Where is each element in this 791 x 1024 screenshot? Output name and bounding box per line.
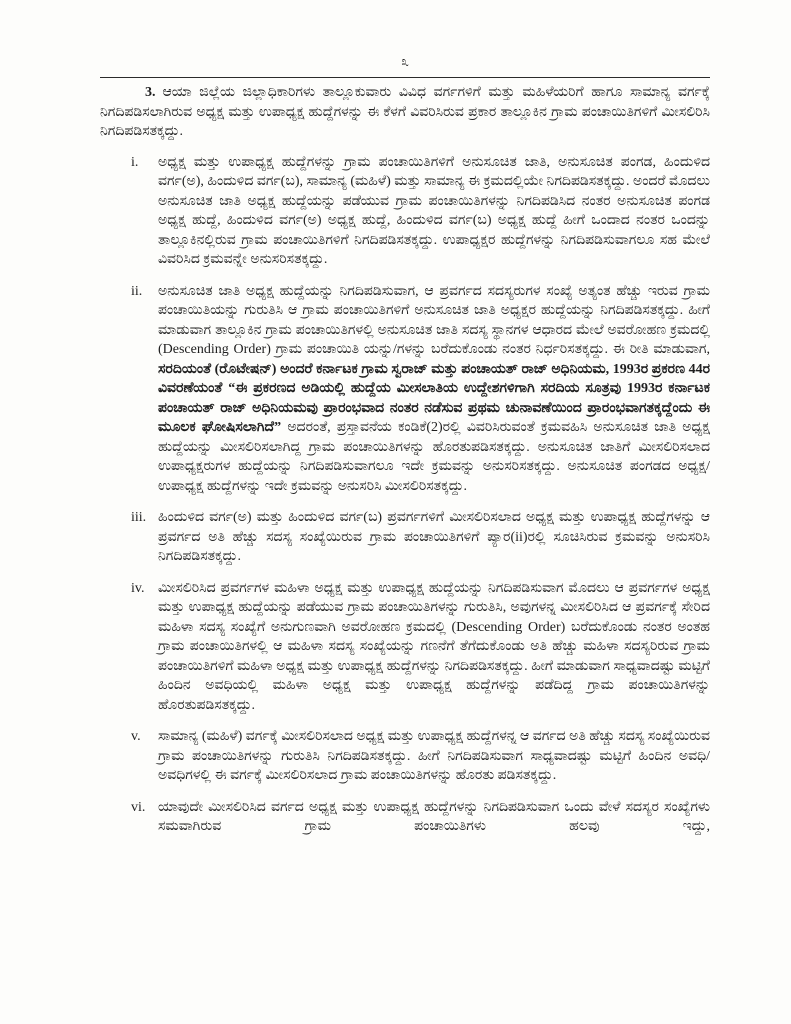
list-item-iii-text xyxy=(158,508,710,567)
list-item-iv-marker: iv. xyxy=(131,580,145,596)
list-item-ii-text-after: ಅದರಂತೆ, ಪ್ರಸ್ತಾವನೆಯ ಕಂಡಿಕೆ(2)ರಲ್ಲಿ ವಿವರಿಸಿರುವಂತೆ ಕ್ರಮವಹಿಸಿ ಅನುಸೂಚಿತ ಜಾತಿ ಅಧ್ಯಕ್ಷ ಹುದ್ದೆಯನ್ನು ಮೀಸಲಿರಿಸಲಾಗಿದ್ದ ಗ್ರಾಮ ಪಂಚಾಯಿತಿಗಳನ್ನು ಹೊರತುಪಡಿಸತಕ್ಕದ್ದು. ಅನುಸೂಚಿತ ಜಾತಿಗೆ ಮೀಸಲಿರಿಸಲಾದ ಉಪಾಧ್ಯಕ್ಷರುಗಳ ಹುದ್ದೆಯನ್ನು ನಿಗದಿಪಡಿಸುವಾಗಲೂ ಇದೇ ಕ್ರಮವನ್ನು ಅನುಸರಿಸತಕ್ಕದ್ದು. ಅನುಸೂಚಿತ ಪಂಗಡದ ಅಧ್ಯಕ್ಷ/ ಉಪಾಧ್ಯಕ್ಷ ಹುದ್ದೆಗಳನ್ನು ಇದೇ ಕ್ರಮವನ್ನು ಅನುಸರಿಸಿ ಮೀಸಲಿರಿಸತಕ್ಕದ್ದು. xyxy=(158,420,711,494)
list-item-v xyxy=(100,727,710,786)
list-item-v-text-before: ಸಾಮಾನ್ಯ (ಮಹಿಳೆ) ವರ್ಗಕ್ಕೆ ಮೀಸಲಿರಿಸಲಾದ ಅಧ್ಯಕ್ಷ ಮತ್ತು ಉಪಾಧ್ಯಕ್ಷ ಹುದ್ದೆಗಳನ್ನ ಆ ವರ್ಗದ ಅತಿ ಹೆಚ್ಚು ಸದಸ್ಯ ಸಂಖ್ಯೆಯಿರುವ ಗ್ರಾಮ ಪಂಚಾಯಿತಿಗಳನ್ನು ಗುರುತಿಸಿ ನಿಗದಿಪಡಿಸತಕ್ಕದ್ದು. ಹೀಗೆ ನಿಗದಿಪಡಿಸುವಾಗ ಸಾಧ್ಯವಾದಷ್ಟು ಮಟ್ಟಿಗೆ ಹಿಂದಿನ ಅವಧಿ/ಅವಧಿಗಳಲ್ಲಿ ಈ ವರ್ಗಕ್ಕೆ ಮೀಸಲಿರಿಸಲಾದ ಗ್ರಾಮ ಪಂಚಾಯಿತಿಗಳನ್ನು ಹೊರತು ಪಡಿಸತಕ್ಕದ್ದು. xyxy=(158,729,710,783)
list-item-ii-marker: ii. xyxy=(131,283,143,299)
list-item-vi xyxy=(100,798,710,837)
list-item-iii xyxy=(100,508,710,567)
intro-paragraph-number: 3. xyxy=(145,85,156,100)
list-item-i-text-before: ಅಧ್ಯಕ್ಷ ಮತ್ತು ಉಪಾಧ್ಯಕ್ಷ ಹುದ್ದೆಗಳನ್ನು ಗ್ರಾಮ ಪಂಚಾಯಿತಿಗಳಿಗೆ ಅನುಸೂಚಿತ ಜಾತಿ, ಅನುಸೂಚಿತ ಪಂಗಡ, ಹಿಂದುಳಿದ ವರ್ಗ(ಅ), ಹಿಂದುಳಿದ ವರ್ಗ(ಬ), ಸಾಮಾನ್ಯ (ಮಹಿಳೆ) ಮತ್ತು ಸಾಮಾನ್ಯ ಈ ಕ್ರಮದಲ್ಲಿಯೇ ನಿಗದಿಪಡಿಸತಕ್ಕದ್ದು. ಅಂದರೆ ಮೊದಲು ಅನುಸೂಚಿತ ಜಾತಿ ಅಧ್ಯಕ್ಷ ಹುದ್ದೆಯನ್ನು ಪಡೆಯುವ ಗ್ರಾಮ ಪಂಚಾಯಿತಿಗಳನ್ನು ನಿಗದಿಪಡಿಸಿದ ನಂತರ ಅನುಸೂಚಿತ ಪಂಗಡ ಅಧ್ಯಕ್ಷ ಹುದ್ದೆ, ಹಿಂದುಳಿದ ವರ್ಗ(ಅ) ಅಧ್ಯಕ್ಷ ಹುದ್ದೆ, ಹಿಂದುಳಿದ ವರ್ಗ(ಬ) ಅಧ್ಯಕ್ಷ ಹುದ್ದೆ ಹೀಗೆ ಒಂದಾದ ನಂತರ ಒಂದನ್ನು ತಾಲ್ಲೂಕಿನಲ್ಲಿರುವ ಗ್ರಾಮ ಪಂಚಾಯಿತಿಗಳಿಗೆ ನಿಗದಿಪಡಿಸತಕ್ಕದ್ದು. ಉಪಾಧ್ಯಕ್ಷರ ಹುದ್ದೆಗಳನ್ನು ನಿಗದಿಪಡಿಸುವಾಗಲೂ ಸಹ ಮೇಲೆ ವಿವರಿಸಿದ ಕ್ರಮವನ್ನೇ ಅನುಸರಿಸತಕ್ಕದ್ದು. xyxy=(158,154,710,267)
list-item-vi-text xyxy=(158,798,710,837)
list-item-iii-marker: iii. xyxy=(131,510,147,525)
list-item-ii-text xyxy=(158,282,710,497)
list-item-iv xyxy=(100,579,710,716)
list-item-i-text xyxy=(158,153,710,270)
list-item-i-marker: i. xyxy=(131,154,139,170)
list-item-v-text xyxy=(158,727,710,786)
header-divider xyxy=(100,77,710,78)
list-item-iii-text-before: ಹಿಂದುಳಿದ ವರ್ಗ(ಅ) ಮತ್ತು ಹಿಂದುಳಿದ ವರ್ಗ(ಬ) ಪ್ರವರ್ಗಗಳಿಗೆ ಮೀಸಲಿರಿಸಲಾದ ಅಧ್ಯಕ್ಷ ಮತ್ತು ಉಪಾಧ್ಯಕ್ಷ ಹುದ್ದೆಗಳನ್ನು ಆ ಪ್ರವರ್ಗದ ಅತಿ ಹೆಚ್ಚು ಸದಸ್ಯ ಸಂಖ್ಯೆಯಿರುವ ಗ್ರಾಮ ಪಂಚಾಯಿತಿಗಳಿಗೆ ಪ್ಯಾರ(ii)ರಲ್ಲಿ ಸೂಚಿಸಿರುವ ಕ್ರಮವನ್ನು ಅನುಸರಿಸಿ ನಿಗದಿಪಡಿಸತಕ್ಕದ್ದು. xyxy=(158,510,710,564)
list-item-ii xyxy=(100,282,710,497)
list-item-ii-text-bold: ಸರದಿಯಂತೆ (ರೊಟೇಷನ್) ಅಂದರೆ ಕರ್ನಾಟಕ ಗ್ರಾಮ ಸ್ವರಾಜ್ ಮತ್ತು ಪಂಚಾಯತ್ ರಾಜ್ ಅಧಿನಿಯಮ, 1993ರ ಪ್ರಕರಣ 44ರ ವಿವರಣೆಯಂತೆ “ಈ ಪ್ರಕರಣದ ಅಡಿಯಲ್ಲಿ ಹುದ್ದೆಯ ಮೀಸಲಾತಿಯ ಉದ್ದೇಶಗಳಿಗಾಗಿ ಸರದಿಯ ಸೂತ್ರವು 1993ರ ಕರ್ನಾಟಕ ಪಂಚಾಯತ್ ರಾಜ್ ಅಧಿನಿಯಮವು ಪ್ರಾರಂಭವಾದ ನಂತರ ನಡೆಸುವ ಪ್ರಥಮ ಚುನಾವಣೆಯಿಂದ ಪ್ರಾರಂಭವಾಗತಕ್ಕದ್ದೆಂದು ಈ ಮೂಲಕ ಘೋಷಿಸಲಾಗಿದೆ” xyxy=(158,361,710,435)
list-item-vi-text-before: ಯಾವುದೇ ಮೀಸಲಿರಿಸಿದ ವರ್ಗದ ಅಧ್ಯಕ್ಷ ಮತ್ತು ಉಪಾಧ್ಯಕ್ಷ ಹುದ್ದೆಗಳನ್ನು ನಿಗದಿಪಡಿಸುವಾಗ ಒಂದು ವೇಳೆ ಸದಸ್ಯರ ಸಂಖ್ಯೆಗಳು ಸಮವಾಗಿರುವ ಗ್ರಾಮ ಪಂಚಾಯಿತಿಗಳು ಹಲವು ಇದ್ದು, xyxy=(158,799,710,834)
intro-paragraph-text: ಆಯಾ ಜಿಲ್ಲೆಯ ಜಿಲ್ಲಾಧಿಕಾರಿಗಳು ತಾಲ್ಲೂಕುವಾರು ವಿವಿಧ ವರ್ಗಗಳಿಗೆ ಮತ್ತು ಮಹಿಳೆಯರಿಗೆ ಹಾಗೂ ಸಾಮಾನ್ಯ ವರ್ಗಕ್ಕೆ ನಿಗದಿಪಡಿಸಲಾಗಿರುವ ಅಧ್ಯಕ್ಷ ಮತ್ತು ಉಪಾಧ್ಯಕ್ಷ ಹುದ್ದೆಗಳನ್ನು ಈ ಕೆಳಗೆ ವಿವರಿಸಿರುವ ಪ್ರಕಾರ ತಾಲ್ಲೂಕಿನ ಗ್ರಾಮ ಪಂಚಾಯಿತಿಗಳಿಗೆ ಮೀಸಲಿರಿಸಿ ನಿಗದಿಪಡಿಸತಕ್ಕದ್ದು. xyxy=(100,85,710,139)
list-item-vi-marker: vi. xyxy=(131,799,146,815)
intro-paragraph xyxy=(100,83,710,142)
list-item-iv-text-before: ಮೀಸಲಿರಿಸಿದ ಪ್ರವರ್ಗಗಳ ಮಹಿಳಾ ಅಧ್ಯಕ್ಷ ಮತ್ತು ಉಪಾಧ್ಯಕ್ಷ ಹುದ್ದೆಯನ್ನು ನಿಗದಿಪಡಿಸುವಾಗ ಮೊದಲು ಆ ಪ್ರವರ್ಗಗಳ ಅಧ್ಯಕ್ಷ ಮತ್ತು ಉಪಾಧ್ಯಕ್ಷ ಹುದ್ದೆಯನ್ನು ಪಡೆಯುವ ಗ್ರಾಮ ಪಂಚಾಯಿತಿಗಳನ್ನು ಗುರುತಿಸಿ, ಅವುಗಳನ್ನ ಮೀಸಲಿರಿಸಿದ ಆ ಪ್ರವರ್ಗಕ್ಕೆ ಸೇರಿದ ಮಹಿಳಾ ಸದಸ್ಯ ಸಂಖ್ಯೆಗೆ ಅನುಗುಣವಾಗಿ ಅವರೋಹಣ ಕ್ರಮದಲ್ಲಿ (Descending Order) ಬರೆದುಕೊಂಡು ನಂತರ ಅಂತಹ ಗ್ರಾಮ ಪಂಚಾಯಿತಿಗಳಲ್ಲಿ ಆ ಮಹಿಳಾ ಸದಸ್ಯ ಸಂಖ್ಯೆಯನ್ನು ಗಣನೆಗೆ ತೆಗೆದುಕೊಂಡು ಅತಿ ಹೆಚ್ಚು ಮಹಿಳಾ ಸದಸ್ಯರಿರುವ ಗ್ರಾಮ ಪಂಚಾಯಿತಿಗಳಿಗೆ ಮಹಿಳಾ ಅಧ್ಯಕ್ಷ ಮತ್ತು ಉಪಾಧ್ಯಕ್ಷ ಹುದ್ದೆಗಳನ್ನು ನಿಗದಿಪಡಿಸತಕ್ಕದ್ದು. ಹೀಗೆ ಮಾಡುವಾಗ ಸಾಧ್ಯವಾದಷ್ಟು ಮಟ್ಟಿಗೆ ಹಿಂದಿನ ಅವಧಿಯಲ್ಲಿ ಮಹಿಳಾ ಅಧ್ಯಕ್ಷ ಮತ್ತು ಉಪಾಧ್ಯಕ್ಷ ಹುದ್ದೆಗಳನ್ನು ಪಡೆದಿದ್ದ ಗ್ರಾಮ ಪಂಚಾಯಿತಿಗಳನ್ನು ಹೊರತುಪಡಿಸತಕ್ಕದ್ದು. xyxy=(158,580,710,713)
page-number: ೩ xyxy=(401,55,409,70)
roman-numeral-list xyxy=(100,153,710,837)
list-item-iv-text xyxy=(158,579,710,716)
list-item-i xyxy=(100,153,710,270)
list-item-v-marker: v. xyxy=(131,729,141,744)
list-item-ii-text-before: ಅನುಸೂಚಿತ ಜಾತಿ ಅಧ್ಯಕ್ಷ ಹುದ್ದೆಯನ್ನು ನಿಗದಿಪಡಿಸುವಾಗ, ಆ ಪ್ರವರ್ಗದ ಸದಸ್ಯರುಗಳ ಸಂಖ್ಯೆ ಅತ್ಯಂತ ಹೆಚ್ಚು ಇರುವ ಗ್ರಾಮ ಪಂಚಾಯಿತಿಯನ್ನು ಗುರುತಿಸಿ ಆ ಗ್ರಾಮ ಪಂಚಾಯಿತಿಗಳಿಗೆ ಅನುಸೂಚಿತ ಜಾತಿ ಅಧ್ಯಕ್ಷರ ಹುದ್ದೆಯನ್ನು ನಿಗದಿಪಡಿಸತಕ್ಕದ್ದು. ಹೀಗೆ ಮಾಡುವಾಗ ತಾಲ್ಲೂಕಿನ ಗ್ರಾಮ ಪಂಚಾಯಿತಿಗಳಲ್ಲಿ ಅನುಸೂಚಿತ ಜಾತಿ ಸದಸ್ಯ ಸ್ಥಾನಗಳ ಆಧಾರದ ಮೇಲೆ ಅವರೋಹಣ ಕ್ರಮದಲ್ಲಿ (Descending Order) ಗ್ರಾಮ ಪಂಚಾಯಿತಿ ಯನ್ನು/ಗಳನ್ನು ಬರೆದುಕೊಂಡು ನಂತರ ನಿರ್ಧರಿಸತಕ್ಕದ್ದು. ಈ ರೀತಿ ಮಾಡುವಾಗ, xyxy=(158,283,710,357)
